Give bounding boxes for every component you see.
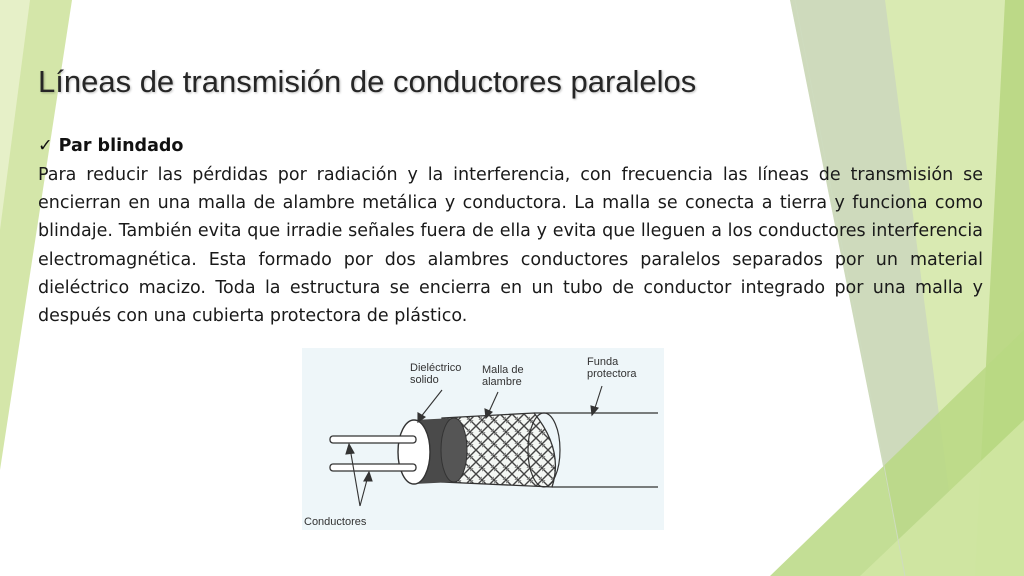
conductor-top bbox=[330, 436, 416, 443]
shielded-pair-diagram bbox=[302, 348, 664, 530]
leader-dielectric bbox=[420, 390, 442, 418]
subheading-label: Par blindado bbox=[58, 136, 184, 156]
dielectric-edge bbox=[441, 418, 467, 482]
arrowhead-conductor-bottom bbox=[364, 472, 372, 481]
label-dielectric: Dieléctrico solido bbox=[410, 362, 462, 386]
checkmark-icon: ✓ bbox=[38, 136, 53, 156]
label-mesh: Malla de alambre bbox=[482, 364, 524, 388]
arrowhead-conductor-top bbox=[346, 444, 354, 454]
dielectric-face bbox=[398, 420, 430, 484]
label-jacket: Funda protectora bbox=[587, 356, 637, 380]
body-paragraph: Para reducir las pérdidas por radiación y la interferencia, con frecuencia las líneas de transmisión se encierran en una malla de alambre metálica y conductora. La malla se conecta a tierra y funciona como blindaje. También evita que irradie señales fuera de ella y evita que lleguen a los conductores interferencia electromagnética. Esta formado por dos alambres conductores paralelos separados por un material dieléctrico macizo. Toda la estructura se encierra en un tubo de conductor integrado por una malla y después con una cubierta protectora de plástico. bbox=[38, 165, 983, 327]
subheading bbox=[38, 136, 183, 156]
conductor-bottom bbox=[330, 464, 416, 471]
label-conductors: Conductores bbox=[304, 516, 367, 528]
leader-conductor-top bbox=[350, 448, 360, 506]
slide-title: Líneas de transmisión de conductores paralelos bbox=[38, 64, 697, 99]
